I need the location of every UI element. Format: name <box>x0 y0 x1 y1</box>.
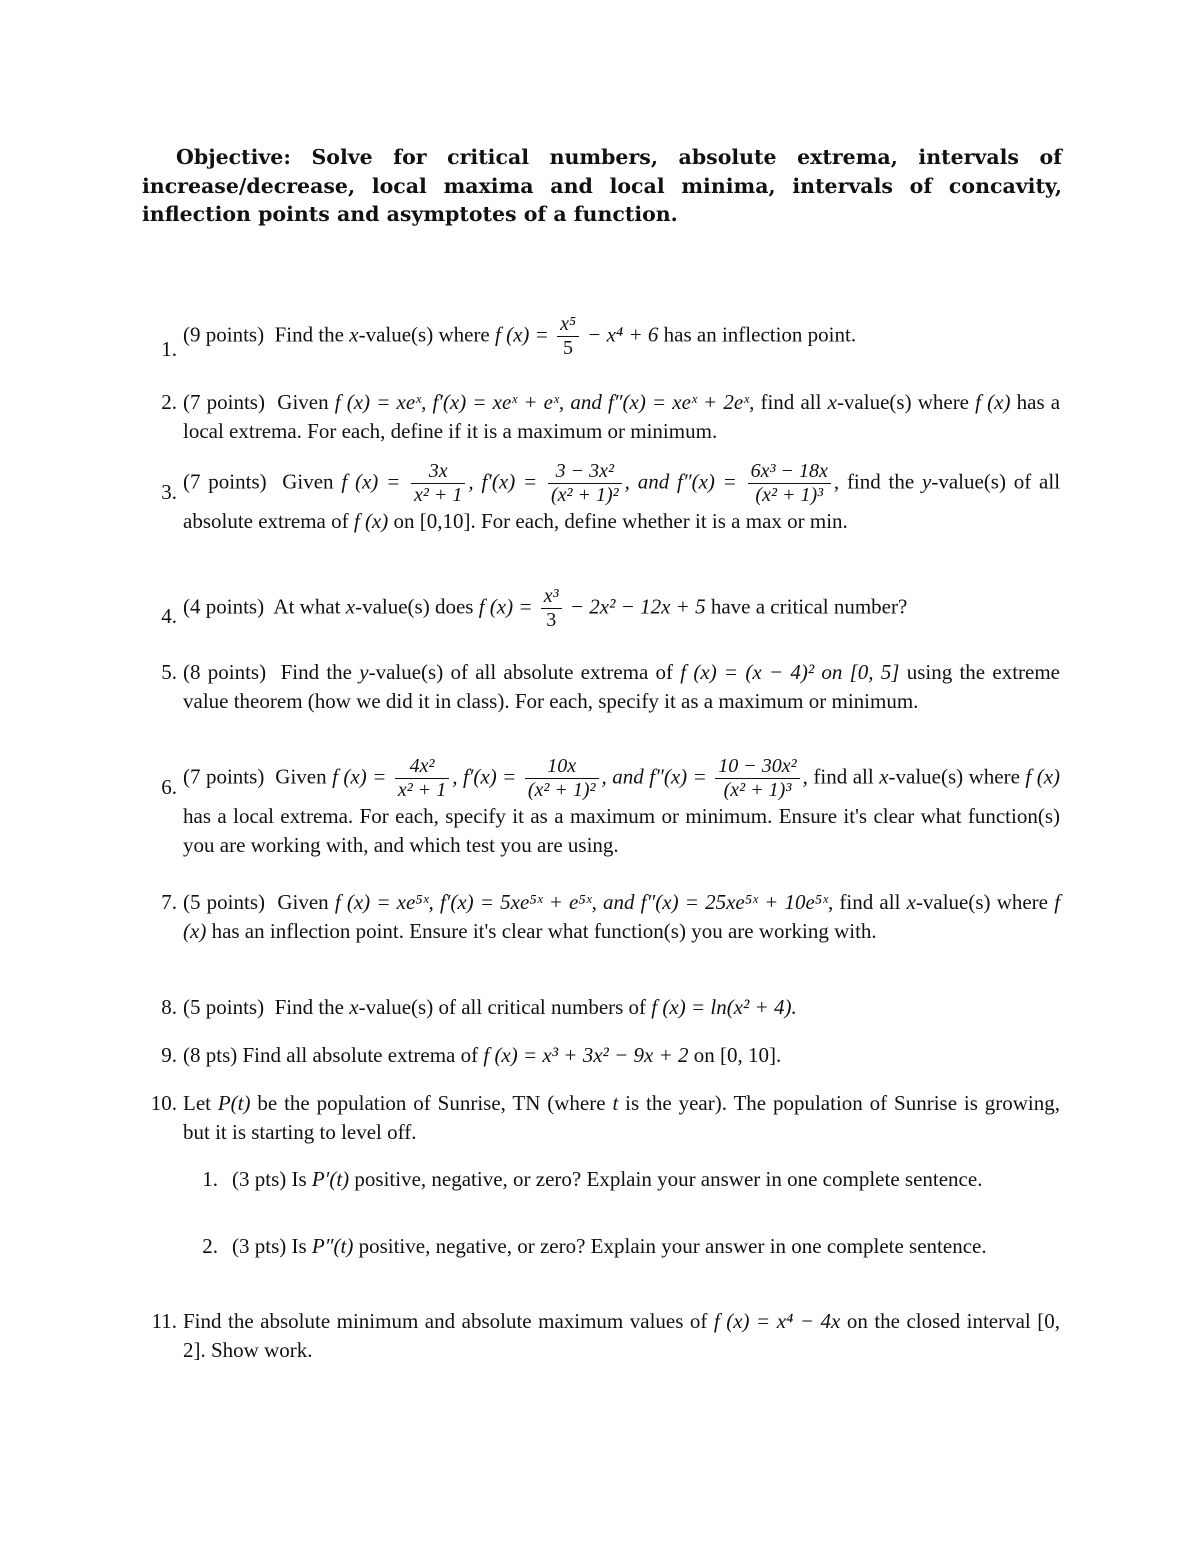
question-11 <box>140 1307 1060 1364</box>
points: (3 pts) <box>232 1234 287 1258</box>
question-text: Is <box>291 1234 307 1258</box>
question-text: has a local extrema. For each, specify it as a maximum or minimum. Ensure it's clear what function(s) you are working with, and which test you are using. <box>183 804 1060 857</box>
subquestion-1 <box>190 1165 1060 1194</box>
math-expr: f (x) = ln(x² + 4). <box>651 995 797 1019</box>
question-text: find all <box>760 390 822 414</box>
math-expr: − x⁴ + 6 <box>587 322 659 347</box>
subquestion-number: 1. <box>202 1167 218 1191</box>
subquestion-number: 2. <box>202 1234 218 1258</box>
question-text: -value(s) where <box>358 322 490 347</box>
points: (9 points) <box>183 322 265 347</box>
question-text: Find all absolute extrema of <box>242 1043 479 1067</box>
question-text: be the population of Sunrise, TN (where <box>257 1091 606 1115</box>
math-expr: , f′(x) = <box>468 469 538 494</box>
question-number: 3. <box>161 480 177 504</box>
points: (8 points) <box>183 660 267 684</box>
math-var: x <box>349 995 359 1019</box>
math-expr: f (x) = <box>332 764 387 789</box>
math-var: y <box>359 660 369 684</box>
question-1 <box>140 307 1060 360</box>
question-text: has a local extrema. For each, define if it is a maximum or minimum. <box>183 390 1061 443</box>
denominator: 3 <box>546 609 557 631</box>
question-text: on the closed interval [0, 2]. Show work. <box>183 1309 1061 1362</box>
math-fraction <box>748 460 831 507</box>
math-expr: f (x) = xe⁵ˣ, f′(x) = 5xe⁵ˣ + e⁵ˣ, and f″(x) = 25xe⁵ˣ + 10e⁵ˣ, <box>334 890 834 914</box>
denominator: x² + 1 <box>397 779 447 801</box>
math-var: x <box>827 390 837 414</box>
math-var: x <box>349 322 359 347</box>
question-number: 6. <box>161 775 177 799</box>
math-var: x- <box>879 764 896 789</box>
denominator: (x² + 1)³ <box>755 484 824 506</box>
math-expr: , f′(x) = <box>452 764 517 789</box>
question-text: positive, negative, or zero? Explain your answer in one complete sentence. <box>358 1234 987 1258</box>
question-text: positive, negative, or zero? Explain your answer in one complete sentence. <box>354 1167 983 1191</box>
question-text: -value(s) of all absolute extrema of <box>183 469 1061 533</box>
question-8 <box>140 993 1060 1022</box>
question-text: Given <box>277 890 329 914</box>
numerator: 4x² <box>395 755 449 779</box>
question-text: Find the <box>280 660 352 684</box>
denominator: (x² + 1)² <box>527 779 596 801</box>
question-10 <box>140 1089 1060 1146</box>
math-expr: f (x) <box>975 390 1011 414</box>
question-text: -value(s) of all critical numbers of <box>358 995 647 1019</box>
question-text: Given <box>275 764 327 789</box>
numerator: x³ <box>541 585 562 609</box>
objective-paragraph <box>142 143 1062 229</box>
math-expr: f (x) = <box>495 322 549 347</box>
question-text: find all <box>839 890 901 914</box>
question-number: 10. <box>150 1091 177 1115</box>
numerator: 10 − 30x² <box>715 755 799 779</box>
question-text: Let <box>183 1091 211 1115</box>
question-text: has an inflection point. <box>663 322 857 347</box>
math-fraction <box>525 755 599 802</box>
question-text: have a critical number? <box>710 594 908 619</box>
question-text: on [0, 10]. <box>693 1043 782 1067</box>
numerator: 3 − 3x² <box>548 460 622 484</box>
question-text: value(s) where <box>895 764 1020 789</box>
question-text: Is <box>291 1167 307 1191</box>
question-text: find the <box>846 469 915 494</box>
math-fraction <box>541 585 562 632</box>
question-text: -value(s) where <box>836 390 970 414</box>
math-var: x <box>906 890 916 914</box>
question-number: 5. <box>161 660 177 684</box>
question-text: Find the <box>274 995 344 1019</box>
math-expr: , and f″(x) = <box>624 469 737 494</box>
math-expr: f (x) = x³ + 3x² − 9x + 2 <box>483 1043 689 1067</box>
question-text: Find the <box>274 322 344 347</box>
question-2 <box>140 388 1060 445</box>
denominator: x² + 1 <box>414 484 463 506</box>
subquestion-2 <box>190 1232 1060 1261</box>
question-number: 8. <box>161 995 177 1019</box>
denominator: 5 <box>563 337 573 359</box>
math-var: x <box>345 594 356 619</box>
math-expr: f (x) = <box>478 594 533 619</box>
math-expr: − 2x² − 12x + 5 <box>569 594 706 619</box>
points: (7 points) <box>183 764 265 789</box>
math-expr: f (x) <box>353 509 389 533</box>
question-text: find all <box>813 764 874 789</box>
math-expr: f (x) = x⁴ − 4x <box>713 1309 841 1333</box>
math-expr: P(t) <box>217 1091 251 1115</box>
question-number: 4. <box>161 604 177 628</box>
question-text: is the year). The population of Sunrise is growing, but it is starting to level off. <box>183 1091 1061 1144</box>
question-text: using the extreme value theorem (how we did it in class). For each, specify it as a maximum or minimum. <box>183 660 1061 713</box>
points: (4 points) <box>183 594 265 619</box>
points: (8 pts) <box>183 1043 238 1067</box>
question-9 <box>140 1041 1060 1070</box>
question-text: At what <box>273 594 341 619</box>
question-number: 9. <box>161 1043 177 1067</box>
denominator: (x² + 1)² <box>550 484 619 506</box>
question-text: -value(s) of all absolute extrema of <box>368 660 674 684</box>
math-fraction <box>411 460 465 507</box>
math-var: t <box>612 1091 619 1115</box>
points: (7 points) <box>183 469 267 494</box>
math-expr: , and f″(x) = <box>601 764 707 789</box>
points: (3 pts) <box>232 1167 287 1191</box>
question-number: 1. <box>161 337 177 361</box>
question-text: Given <box>282 469 334 494</box>
math-expr: P′(t) <box>311 1167 350 1191</box>
math-expr: P″(t) <box>311 1234 354 1258</box>
question-7 <box>140 888 1060 945</box>
math-expr: f (x) = xeˣ, f′(x) = xeˣ + eˣ, and f″(x) = xeˣ + 2eˣ, <box>334 390 755 414</box>
question-4 <box>140 585 1060 632</box>
question-6: 6. (7 points) Given f (x) = $\frac{\text{4x²}}{\text{x² + 1}}$ , f′(x) = $\frac{10x}{\text{(x² + 1)²}}$ , and f″(x) = $\frac{\text{10 − 30x²}}{\text{(x² + 1)³}}$ , find all x-value(s) where f (x) has a local extrema. For each, specify it as a maximum or minimum. Ensure it's clear what function(s) you are working with, and which test you are using. <box>140 755 1060 859</box>
points: (5 points) <box>183 995 265 1019</box>
math-fraction <box>395 755 449 802</box>
math-var: y <box>922 469 932 494</box>
question-5 <box>140 658 1060 715</box>
numerator: x⁵ <box>557 313 579 337</box>
numerator: 6x³ − 18x <box>748 460 831 484</box>
numerator: 10x <box>525 755 599 779</box>
question-number: 7. <box>161 890 177 914</box>
math-fraction <box>548 460 622 507</box>
question-text: Find the absolute minimum and absolute maximum values of <box>183 1309 708 1333</box>
points: (5 points) <box>183 890 265 914</box>
math-fraction <box>557 313 579 360</box>
math-fraction <box>715 755 799 802</box>
denominator: (x² + 1)³ <box>723 779 792 801</box>
question-number: 11. <box>151 1309 177 1333</box>
math-expr: f (x) = <box>341 469 401 494</box>
question-text: -value(s) where <box>915 890 1049 914</box>
question-number: 2. <box>161 390 177 414</box>
math-expr: f (x) <box>183 890 1061 943</box>
question-text: on [0,10]. For each, define whether it is a max or min. <box>393 509 848 533</box>
objective-text: Objective: Solve for critical numbers, absolute extrema, intervals of increase/decrease, local maxima and local minima, intervals of concavity, inflection points and asymptotes of a function. <box>142 145 1062 226</box>
math-expr: f (x) = (x − 4)² on [0, 5] <box>680 660 900 684</box>
question-text: -value(s) does <box>355 594 474 619</box>
numerator: 3x <box>411 460 465 484</box>
math-expr: f (x) <box>1025 764 1061 789</box>
question-3: 3. (7 points) Given f (x) = $\frac{3x}{\text{x² + 1}}$ , f′(x) = $\frac{\text{3 − 3x²}}{\text{(x² + 1)²}}$ , and f″(x) = $\frac{\text{6x³ − 18x}}{\text{(x² + 1)³}}$ , find the y-value(s) of all absolute extrema of f (x) on [0,10]. For each, define whether it is a max or min. <box>140 460 1060 536</box>
question-text: has an inflection point. Ensure it's clear what function(s) you are working with. <box>211 918 877 943</box>
question-text: Given <box>277 390 329 414</box>
points: (7 points) <box>183 390 265 414</box>
